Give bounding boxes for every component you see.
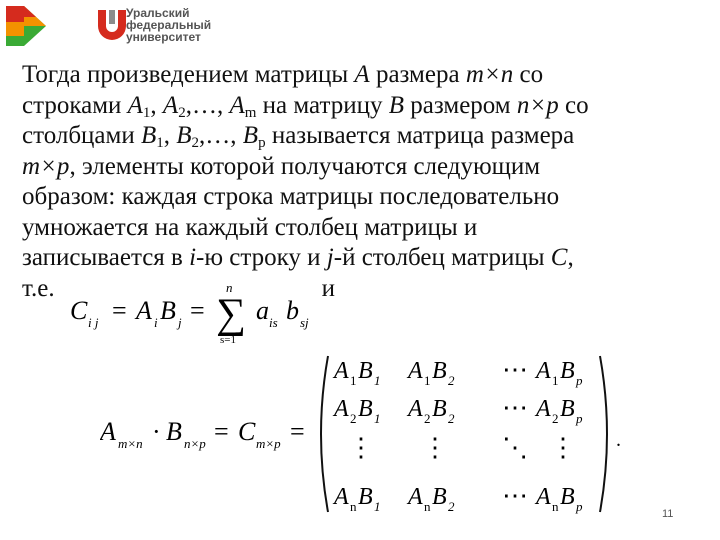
matrix-cell [332, 396, 381, 426]
text-line [22, 60, 702, 91]
university-name [126, 7, 211, 43]
matrix-cell [332, 484, 381, 514]
text: ,…, [199, 122, 243, 149]
matrix-ellipsis: ⋮ [422, 433, 448, 462]
formula-b-sub: j [178, 315, 182, 330]
formula-a-sub: i [154, 315, 158, 330]
matrix-cell [332, 358, 381, 388]
formula-c: C [70, 296, 88, 325]
matrix-cell-a-sub: n [424, 499, 431, 514]
formula-eq: = [190, 296, 205, 325]
matrix-cell-a-sub: 2 [552, 411, 559, 426]
matrix-cell-b-sub: 1 [374, 411, 381, 426]
var: A [162, 91, 179, 119]
sum-lower-limit: s=1 [220, 334, 236, 345]
matrix-ellipsis: ⋮ [550, 433, 576, 462]
formula-term-b-sub: sj [300, 315, 309, 330]
var: B [242, 122, 259, 149]
matrix-cell-b-sub: p [576, 373, 583, 388]
matrix-product-equation [100, 350, 640, 518]
matrix-cell [422, 433, 448, 462]
formula-b: B [160, 296, 176, 325]
var: n×p [516, 91, 559, 119]
matrix-eq-b-sub: n×p [184, 436, 206, 451]
matrix-cell [502, 355, 528, 384]
var: B [140, 122, 157, 149]
matrix-cell [406, 396, 455, 426]
text: , [567, 244, 574, 271]
matrix-cell-a: A [536, 484, 551, 510]
subscript: 1 [142, 104, 151, 121]
matrix-cell [550, 433, 576, 462]
matrix-cell-a-sub: 1 [424, 373, 431, 388]
matrix-cell-a: A [408, 358, 423, 384]
matrix-cell-b: B [358, 396, 373, 422]
matrix-ellipsis: ⋯ [502, 393, 528, 422]
matrix-cell-a-sub: 1 [350, 373, 357, 388]
text: на матрицу [256, 91, 389, 119]
matrix-cell-a-sub: 2 [350, 411, 357, 426]
text: строками [22, 91, 128, 119]
matrix-eq-equals: = [290, 417, 305, 446]
definition-paragraph [22, 60, 702, 304]
matrix-cell [406, 358, 455, 388]
matrix-eq-period: . [616, 429, 621, 451]
matrix-cell-b: B [358, 358, 373, 384]
var: A [354, 61, 370, 88]
matrix-cell-b-sub: 1 [374, 373, 381, 388]
matrix-cell-a: A [408, 484, 423, 510]
text: ,…, [185, 91, 230, 119]
formula-c-sub: i j [88, 315, 99, 330]
var: B [388, 91, 404, 119]
matrix-ellipsis: ⋯ [502, 355, 528, 384]
text: Тогда произведением матрицы [22, 61, 355, 88]
university-name-line: Уральский [126, 6, 190, 20]
text-line [22, 121, 702, 152]
matrix-cells [332, 355, 583, 514]
formula-a: A [136, 296, 152, 325]
matrix-cell-b: B [560, 396, 575, 422]
university-name-line: университет [126, 30, 201, 44]
matrix-eq-a-sub: m×n [118, 436, 143, 451]
subscript: 2 [178, 104, 186, 121]
text: -ю строку и [196, 244, 327, 271]
matrix-eq-b: B [166, 417, 182, 446]
var: j [326, 244, 334, 271]
matrix-cell [534, 484, 583, 514]
text: и [321, 274, 336, 302]
matrix-cell-a-sub: 1 [552, 373, 559, 388]
matrix-eq-a: A [100, 417, 116, 446]
matrix-ellipsis: ⋮ [348, 433, 374, 462]
text: размера [369, 61, 466, 88]
matrix-cell-a: A [536, 358, 551, 384]
matrix-cell [502, 433, 528, 462]
text-line [22, 243, 702, 274]
text: -й столбец матрицы [333, 244, 551, 271]
matrix-cell-a: A [334, 484, 349, 510]
matrix-cell-a-sub: n [552, 499, 559, 514]
matrix-cell-b: B [358, 484, 373, 510]
matrix-eq-dot: · [152, 417, 161, 446]
text: , [163, 122, 177, 149]
text: , элементы которой получаются следующим [69, 152, 541, 180]
subscript: 2 [191, 135, 200, 151]
formula-term-a: a [256, 296, 269, 325]
logo-wedge-icon [6, 6, 46, 46]
matrix-cell-b-sub: 2 [448, 411, 455, 426]
subscript: 1 [156, 135, 164, 151]
text: записывается в [22, 244, 190, 271]
matrix-cell-b-sub: p [576, 499, 583, 514]
matrix-cell [406, 484, 455, 514]
subscript: m [244, 104, 257, 121]
text: размером [404, 91, 517, 119]
matrix-eq-equals: = [214, 417, 229, 446]
university-name-line: федеральный [126, 18, 212, 32]
var: m×p [22, 152, 70, 180]
var: B [176, 122, 192, 149]
matrix-cell [502, 393, 528, 422]
matrix-cell-a-sub: n [350, 499, 357, 514]
matrix-cell-a: A [334, 396, 349, 422]
formula-eq: = [112, 296, 127, 325]
text-line: умножается на каждый столбец матрицы и [22, 213, 478, 241]
right-parenthesis-icon [600, 356, 607, 512]
formula-term-a-sub: is [269, 315, 278, 330]
text: , [150, 91, 163, 119]
var: C [550, 244, 568, 271]
matrix-cell-a-sub: 2 [424, 411, 431, 426]
matrix-cell-b-sub: 2 [448, 499, 455, 514]
text-line: образом: каждая строка матрицы последовательно [22, 183, 560, 210]
matrix-cell-a: A [408, 396, 423, 422]
matrix-cell-b: B [432, 358, 447, 384]
matrix-cell [534, 358, 583, 388]
matrix-cell [502, 481, 528, 510]
text: т.е. [22, 274, 55, 302]
matrix-cell-b: B [560, 484, 575, 510]
var: A [127, 91, 143, 119]
logo-u-emblem-icon [98, 10, 126, 40]
matrix-cell-b-sub: 1 [374, 499, 381, 514]
matrix-cell-b: B [560, 358, 575, 384]
subscript: p [258, 135, 266, 151]
page-number: 11 [662, 508, 674, 520]
matrix-eq-c-sub: m×p [256, 436, 281, 451]
matrix-cell-a: A [334, 358, 349, 384]
var: A [229, 91, 245, 119]
matrix-cell [348, 433, 374, 462]
formula-term-b: b [286, 296, 299, 325]
text: называется матрица размера [265, 122, 575, 149]
matrix-eq-c: C [238, 417, 256, 446]
text-line [22, 152, 702, 183]
matrix-cell-a: A [536, 396, 551, 422]
text: со [558, 91, 589, 119]
text: со [513, 61, 544, 88]
matrix-cell-b: B [432, 484, 447, 510]
text-line [22, 91, 702, 122]
matrix-cell-b-sub: 2 [448, 373, 455, 388]
sigma-icon: ∑ [216, 291, 246, 337]
matrix-cell-b: B [432, 396, 447, 422]
matrix-cell-b-sub: p [576, 411, 583, 426]
matrix-ellipsis: ⋯ [502, 481, 528, 510]
var: m×n [465, 61, 514, 88]
text: столбцами [22, 122, 141, 149]
sum-upper-limit: n [226, 283, 233, 295]
element-formula [70, 283, 370, 345]
matrix-cell [534, 396, 583, 426]
matrix-ellipsis: ⋱ [502, 433, 528, 462]
var: i [189, 244, 197, 271]
left-parenthesis-icon [321, 356, 328, 512]
